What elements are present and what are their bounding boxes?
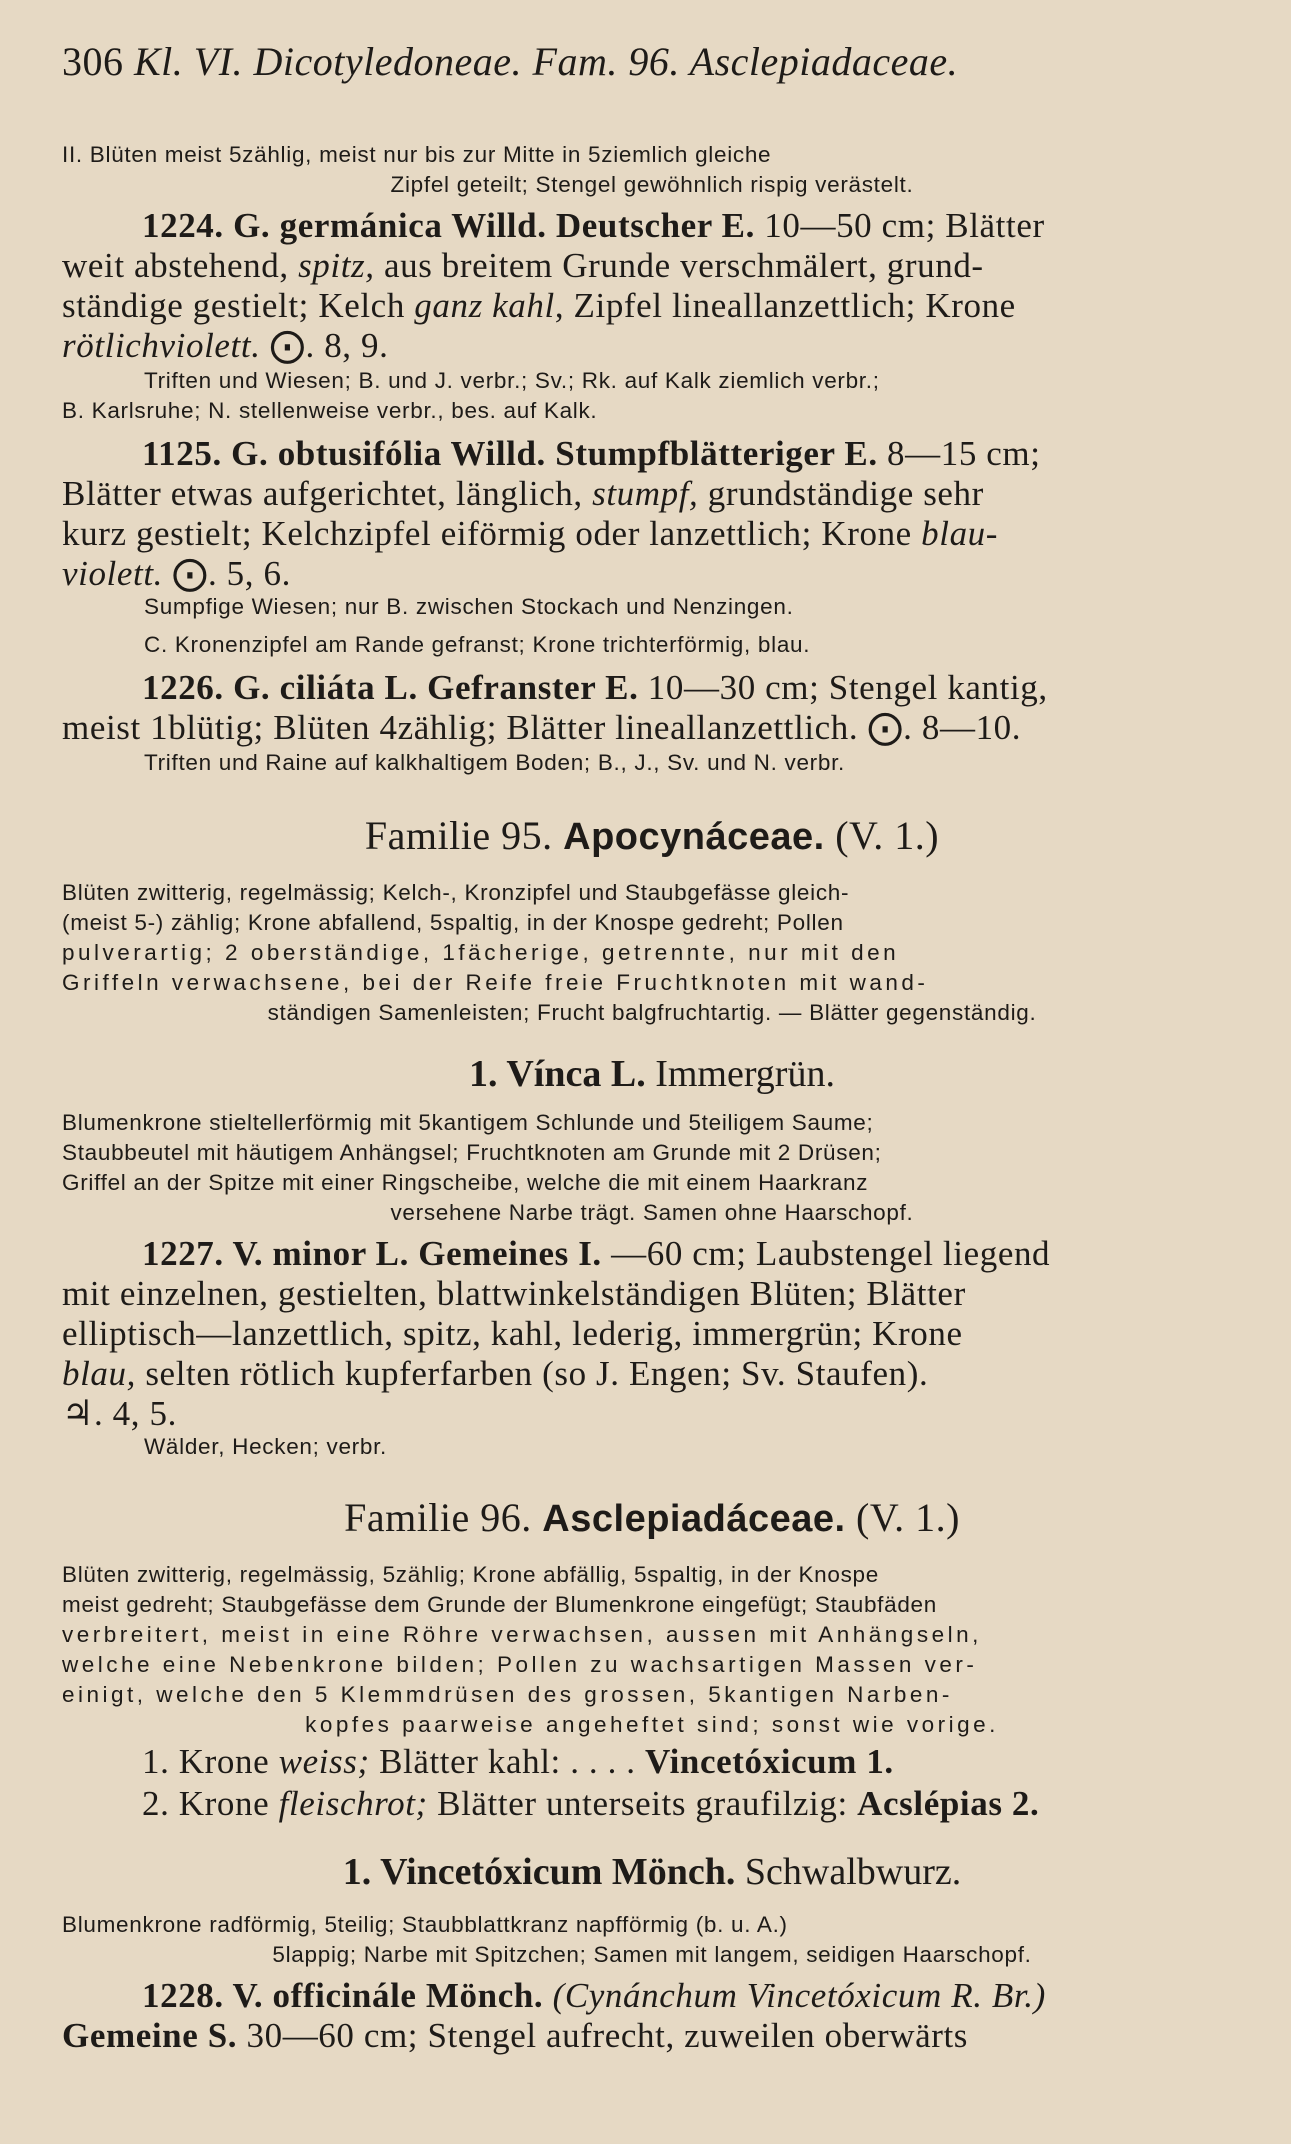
running-header [62, 38, 1242, 85]
text-line: versehene Narbe trägt. Samen ohne Haarschopf. [390, 1200, 914, 1225]
genus-heading-vinca: 1. Vínca L. Immergrün. [469, 1053, 835, 1095]
text-line: pulverartig; 2 oberständige, 1fächerige, getrennte, nur mit den [62, 940, 900, 965]
text-line: meist gedreht; Staubgefässe dem Grunde der Blumenkrone eingefügt; Staubfäden [62, 1592, 937, 1617]
species-entry-1227: 1227. V. minor L. Gemeines I. —60 cm; Laubstengel liegend [142, 1234, 1051, 1273]
running-title: Kl. VI. Dicotyledoneae. Fam. 96. Asclepiadaceae. [134, 39, 959, 84]
text-line: kurz gestielt; Kelchzipfel eiförmig oder lanzettlich; Krone blau- [62, 514, 999, 553]
text-line: ♃. 4, 5. [62, 1394, 177, 1433]
habitat-line: Wälder, Hecken; verbr. [144, 1434, 387, 1459]
species-entry-1224: 1224. G. germánica Willd. Deutscher E. 10—50 cm; Blätter [142, 206, 1045, 245]
habitat-line: Triften und Wiesen; B. und J. verbr.; Sv.; Rk. auf Kalk ziemlich verbr.; [144, 368, 880, 393]
text-line: kopfes paarweise angeheftet sind; sonst wie vorige. [305, 1712, 999, 1737]
text-line: violett. ⨀. 5, 6. [62, 554, 291, 593]
text-line: Blätter etwas aufgerichtet, länglich, stumpf, grundständige sehr [62, 474, 984, 513]
text-line: meist 1blütig; Blüten 4zählig; Blätter lineallanzettlich. ⨀. 8—10. [62, 708, 1022, 747]
species-entry-1125: 1125. G. obtusifólia Willd. Stumpfblätteriger E. 8—15 cm; [142, 434, 1041, 473]
text-line: Gemeine S. 30—60 cm; Stengel aufrecht, zuweilen oberwärts [62, 2016, 969, 2055]
habitat-line: Triften und Raine auf kalkhaltigem Boden; B., J., Sv. und N. verbr. [144, 750, 845, 775]
key-item-1: 1. Krone weiss; Blätter kahl: . . . . Vincetóxicum 1. [142, 1742, 894, 1781]
text-line: Griffel an der Spitze mit einer Ringscheibe, welche die mit einem Haarkranz [62, 1170, 869, 1195]
family-heading-96: Familie 96. Asclepiadáceae. (V. 1.) [344, 1495, 960, 1540]
habitat-line: Sumpfige Wiesen; nur B. zwischen Stockach und Nenzingen. [144, 594, 794, 619]
text-line: rötlichviolett. ⨀. 8, 9. [62, 326, 389, 365]
text-line: verbreitert, meist in eine Röhre verwachsen, aussen mit Anhängseln, [62, 1622, 982, 1647]
text-line: blau, selten rötlich kupferfarben (so J. Engen; Sv. Staufen). [62, 1354, 929, 1393]
text-line: mit einzelnen, gestielten, blattwinkelständigen Blüten; Blätter [62, 1274, 966, 1313]
page-number: 306 [62, 39, 124, 84]
species-entry-1226: 1226. G. ciliáta L. Gefranster E. 10—30 cm; Stengel kantig, [142, 668, 1048, 707]
genus-heading-vincetoxicum: 1. Vincetóxicum Mönch. Schwalbwurz. [342, 1851, 962, 1893]
text-line: welche eine Nebenkrone bilden; Pollen zu wachsartigen Massen ver- [62, 1652, 978, 1677]
text-line: Blumenkrone radförmig, 5teilig; Staubblattkranz napfförmig (b. u. A.) [62, 1912, 788, 1937]
key-item-2: 2. Krone fleischrot; Blätter unterseits graufilzig: Acslépias 2. [142, 1784, 1040, 1823]
text-line: elliptisch—lanzettlich, spitz, kahl, lederig, immergrün; Krone [62, 1314, 963, 1353]
text-line: C. Kronenzipfel am Rande gefranst; Krone trichterförmig, blau. [144, 632, 811, 657]
text-line: weit abstehend, spitz, aus breitem Grunde verschmälert, grund- [62, 246, 984, 285]
text-line: Griffeln verwachsene, bei der Reife freie Fruchtknoten mit wand- [62, 970, 929, 995]
text-line: Blüten zwitterig, regelmässig; Kelch-, Kronzipfel und Staubgefässe gleich- [62, 880, 850, 905]
text-line: Zipfel geteilt; Stengel gewöhnlich rispig verästelt. [390, 172, 914, 197]
text-line: 5lappig; Narbe mit Spitzchen; Samen mit langem, seidigen Haarschopf. [272, 1942, 1032, 1967]
text-line: einigt, welche den 5 Klemmdrüsen des grossen, 5kantigen Narben- [62, 1682, 953, 1707]
text-line: II. Blüten meist 5zählig, meist nur bis zur Mitte in 5ziemlich gleiche [62, 142, 772, 167]
text-line: ständige gestielt; Kelch ganz kahl, Zipfel lineallanzettlich; Krone [62, 286, 1016, 325]
text-line: Staubbeutel mit häutigem Anhängsel; Fruchtknoten am Grunde mit 2 Drüsen; [62, 1140, 882, 1165]
family-heading-95: Familie 95. Apocynáceae. (V. 1.) [364, 813, 940, 858]
text-line: Blumenkrone stieltellerförmig mit 5kantigem Schlunde und 5teiligem Saume; [62, 1110, 874, 1135]
species-entry-1228: 1228. V. officinále Mönch. (Cynánchum Vincetóxicum R. Br.) [142, 1976, 1046, 2015]
text-line: (meist 5-) zählig; Krone abfallend, 5spaltig, in der Knospe gedreht; Pollen [62, 910, 844, 935]
text-line: ständigen Samenleisten; Frucht balgfruchtartig. — Blätter gegenständig. [267, 1000, 1037, 1025]
text-line: Blüten zwitterig, regelmässig, 5zählig; Krone abfällig, 5spaltig, in der Knospe [62, 1562, 879, 1587]
habitat-line: B. Karlsruhe; N. stellenweise verbr., bes. auf Kalk. [62, 398, 598, 423]
